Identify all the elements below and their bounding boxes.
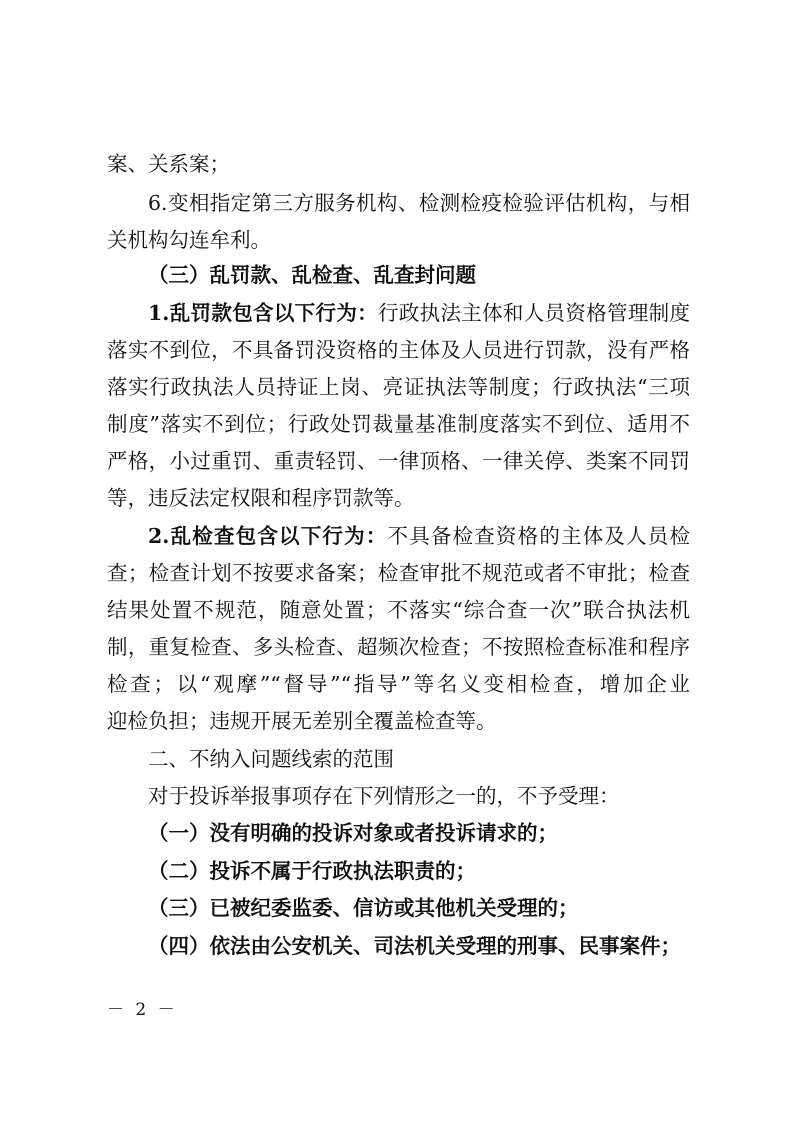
item-text: 不具备检查资格的主体及人员检 xyxy=(387,524,690,548)
text-line: 制，重复检查、多头检查、超频次检查；不按照检查标准和程序 xyxy=(107,635,690,659)
list-item: （二）投诉不属于行政执法职责的； xyxy=(148,859,476,883)
text-line: 关机构勾连牟利。 xyxy=(107,228,271,252)
text-line: 落实不到位，不具备罚没资格的主体及人员进行罚款，没有严格 xyxy=(107,338,690,362)
paragraph-first-line xyxy=(148,518,690,555)
item-lead: 2.乱检查包含以下行为： xyxy=(148,524,388,548)
text-line: 等，违反法定权限和程序罚款等。 xyxy=(107,486,415,510)
section-heading: 二、不纳入问题线索的范围 xyxy=(148,747,394,771)
page-number: － 2 － xyxy=(107,1000,178,1020)
list-item: （一）没有明确的投诉对象或者投诉请求的； xyxy=(148,821,558,845)
text-line: 制度”落实不到位；行政处罚裁量基准制度落实不到位、适用不 xyxy=(107,412,690,436)
text-line: 落实行政执法人员持证上岗、亮证执法等制度；行政执法“三项 xyxy=(107,375,690,399)
text-line: 检查；以“观摩”“督导”“指导”等名义变相检查，增加企业 xyxy=(107,672,690,696)
text-line: 迎检负担；违规开展无差别全覆盖检查等。 xyxy=(107,709,497,733)
text-line: 6.变相指定第三方服务机构、检测检疫检验评估机构，与相 xyxy=(148,191,690,215)
section-heading: （三）乱罚款、乱检查、乱查封问题 xyxy=(148,263,476,287)
list-item: （四）依法由公安机关、司法机关受理的刑事、民事案件； xyxy=(148,934,681,958)
text-line: 对于投诉举报事项存在下列情形之一的，不予受理： xyxy=(148,784,620,808)
text-line: 查；检查计划不按要求备案；检查审批不规范或者不审批；检查 xyxy=(107,561,690,585)
item-text: 行政执法主体和人员资格管理制度 xyxy=(377,301,690,325)
text-line: 案、关系案； xyxy=(107,152,230,176)
text-line: 严格，小过重罚、重责轻罚、一律顶格、一律关停、类案不同罚 xyxy=(107,449,690,473)
text-line: 结果处置不规范，随意处置；不落实“综合查一次”联合执法机 xyxy=(107,598,690,622)
item-lead: 1.乱罚款包含以下行为： xyxy=(148,301,378,325)
list-item: （三）已被纪委监委、信访或其他机关受理的； xyxy=(148,896,579,920)
paragraph-first-line xyxy=(148,295,690,332)
